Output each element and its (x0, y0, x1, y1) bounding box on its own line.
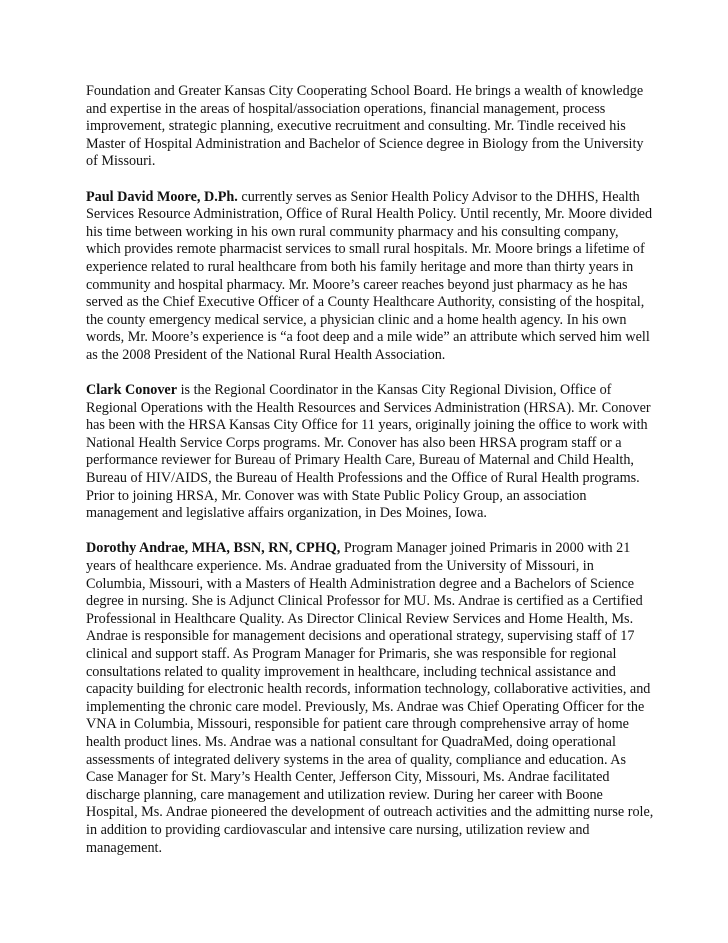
bio-text: Program Manager joined Primaris in 2000 with 21 years of healthcare experience. Ms. Andrae graduated from the University of Missouri, in Columbia, Missouri, with a Masters of Health Administration degree and a Bachelors of Science degree in nursing. She is Adjunct Clinical Professor for MU. Ms. Andrae is certified as a Certified Professional in Healthcare Quality. As Director Clinical Review Services and Home Health, Ms. Andrae is responsible for management decisions and operational strategy, supervising staff of 17 clinical and support staff. As Program Manager for Primaris, she was responsible for regional consultations related to quality improvement in healthcare, including technical assistance and capacity building for electronic health records, information technology, collaborative activities, and implementing the chronic care model. Previously, Ms. Andrae was Chief Operating Officer for the VNA in Columbia, Missouri, responsible for patient care through comprehensive array of home health product lines. Ms. Andrae was a national consultant for QuadraMed, doing operational assessments of integrated delivery systems in the area of quality, compliance and education. As Case Manager for St. Mary’s Health Center, Jefferson City, Missouri, Ms. Andrae facilitated discharge planning, care management and utilization review. During her career with Boone Hospital, Ms. Andrae pioneered the development of outreach activities and the admitting nurse role, in addition to providing cardiovascular and intensive care nursing, utilization review and management. (86, 540, 654, 856)
bio-text: currently serves as Senior Health Policy Advisor to the DHHS, Health Services Resource Administration, Office of Rural Health Policy. Until recently, Mr. Moore divided his time between working in his own rural community pharmacy and his consulting company, which provides remote pharmacist services to small rural hospitals. Mr. Moore brings a lifetime of experience related to rural healthcare from both his family heritage and more than thirty years in community and hospital pharmacy. Mr. Moore’s career reaches beyond just pharmacy as he has served as the Chief Executive Officer of a County Healthcare Authority, consisting of the hospital, the county emergency medical service, a physician clinic and a home health agency. In his own words, Mr. Moore’s experience is “a foot deep and a mile wide” an attribute which served him well as the 2008 President of the National Rural Health Association. (86, 188, 653, 363)
bio-name: Dorothy Andrae, MHA, BSN, RN, CPHQ, (86, 540, 341, 557)
bio-name: Clark Conover (86, 382, 178, 399)
paragraph-moore (86, 189, 656, 365)
bio-text: Foundation and Greater Kansas City Cooperating School Board. He brings a wealth of knowledge and expertise in the areas of hospital/association operations, financial management, process improvement, strategic planning, executive recruitment and consulting. Mr. Tindle received his Master of Hospital Administration and Bachelor of Science degree in Biology from the University of Missouri. (86, 83, 644, 170)
paragraph-andrae (86, 540, 656, 857)
bio-text: is the Regional Coordinator in the Kansas City Regional Division, Office of Regional Operations with the Health Resources and Services Administration (HRSA). Mr. Conover has been with the HRSA Kansas City Office for 11 years, originally joining the office to work with National Health Service Corps programs. Mr. Conover has also been HRSA program staff or a performance reviewer for Bureau of Primary Health Care, Bureau of Maternal and Child Health, Bureau of HIV/AIDS, the Bureau of Health Professions and the Office of Rural Health programs. Prior to joining HRSA, Mr. Conover was with State Public Policy Group, an association management and legislative affairs organization, in Des Moines, Iowa. (86, 382, 651, 522)
document-page (86, 83, 656, 857)
paragraph-tindle-continued (86, 83, 656, 171)
bio-name: Paul David Moore, D.Ph. (86, 188, 238, 205)
paragraph-conover (86, 382, 656, 523)
